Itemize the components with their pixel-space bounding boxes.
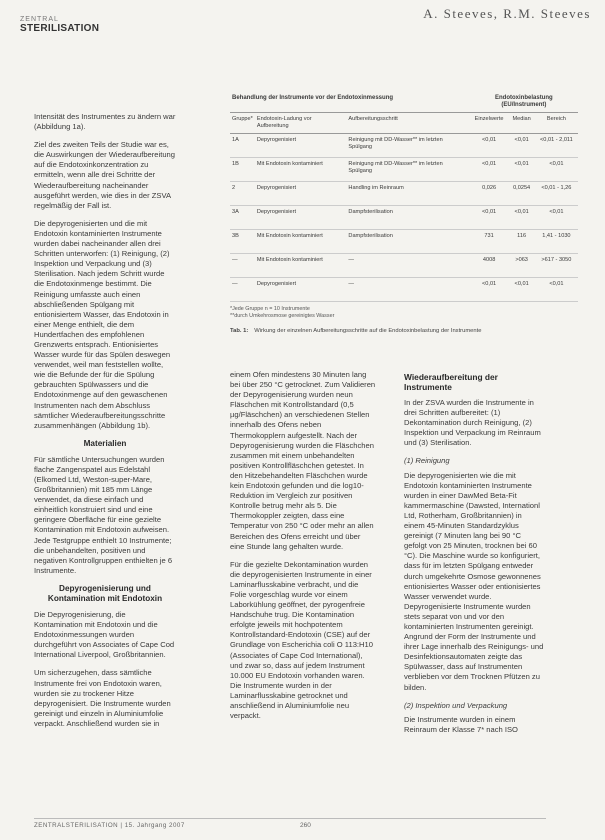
table-notes bbox=[230, 306, 578, 320]
paragraph: Für die gezielte Dekontamination wurden die depyrogenisierten Instrumente in einer Laminarflusskabine verbracht, und die Folie vorgeschlag wurde vor einem Laborkühlung geöffnet, der pyrogenfreie Handschuhe trug. Die Kontamination erfolgte jeweils mit hochpotentem Kontrollstandard-Endotoxin (CSE) auf der Grundlage von Escherichia coli O 113:H10 (Associates of Cape Cod International), und zwar so, dass auf jedem Instrument 10.000 EU Endotoxin vorhanden waren. Die Instrumente wurden in der Laminarflusskabine getrocknet und anschließend in Aluminiumfolie neu verpackt. bbox=[230, 559, 373, 721]
table-cell: >063 bbox=[508, 254, 534, 278]
table-cell: <0,01 - 1,26 bbox=[535, 182, 578, 206]
column-left bbox=[34, 112, 176, 737]
table-caption bbox=[230, 328, 578, 334]
paragraph: Ziel des zweiten Teils der Studie war es, die Auswirkungen der Wiederaufbereitung auf die Endotoxinkonzentration zu ermitteln, wenn alle drei Schritte der Wiederaufbereitung nacheinander ausgeführt werden, wie dies in der ZSVA regelmäßig der Fall ist. bbox=[34, 140, 175, 210]
table-row bbox=[230, 134, 578, 158]
table-column-header: Aufbereitungsschritt bbox=[346, 113, 469, 134]
table-caption-text: Wirkung der einzelnen Aufbereitungsschritte auf die Endotoxinbelastung der Instrumente bbox=[254, 328, 482, 334]
table-note: **durch Umkehrosmose gereinigtes Wasser bbox=[230, 313, 335, 319]
table-column-header: Median bbox=[508, 113, 534, 134]
table-cell: 1,41 - 1030 bbox=[535, 230, 578, 254]
table-row bbox=[230, 158, 578, 182]
paragraph: In der ZSVA wurden die Instrumente in drei Schritten aufbereitet: (1) Dekontamination durch Reinigung, (2) Inspektion und Verpackung im Reinraum und (3) Sterilisation. bbox=[404, 398, 541, 448]
table-cell: 731 bbox=[470, 230, 509, 254]
section-heading-materials: Materialien bbox=[83, 438, 127, 448]
paragraph: Für sämtliche Untersuchungen wurden flache Zangenspatel aus Edelstahl (Elkomed Ltd, Weston-super-Mare, Großbritannien) mit 185 mm Länge verwendet, da diese einfach und einheitlich konstruiert sind und eine geringere Oberfläche für eine gezielte Kontamination mit Endotoxin aufweisen. Jede Testgruppe enthielt 10 Instrumente; die unbehandelten, positiven und negativen Kontrollgruppen enthielten je 6 Instrumente. bbox=[34, 454, 173, 575]
table-cell: 4008 bbox=[470, 254, 509, 278]
table-cell: <0,01 bbox=[508, 278, 534, 302]
table-cell: Depyrogenisiert bbox=[255, 278, 347, 302]
table-column-header: Einzelwerte bbox=[470, 113, 509, 134]
table-column-header: Gruppe* bbox=[230, 113, 255, 134]
paragraph: Die depyrogenisierten und die mit Endotoxin kontaminierten Instrumente wurden dabei nacheinander allen drei Schritten unterworfen: (1) Reinigung, (2) Inspektion und Verpackung und (3) Sterilisation. Nach jedem Schritt wurde die Endotoxinmenge bestimmt. Die Reinigung umfasste auch einen abschließenden Spülgang mit entionisiertem Wasser, das Endotoxin in einer Menge enthielt, die dem Hundertfachen des empfohlenen Grenzwerts entsprach. Entionisiertes Wasser wurde für das Spülen deswegen verwendet, weil man feststellen wollte, wie die Befunde der für die Spülung gebrauchten Spülwassers und die Endotoxinmenge auf den gewaschenen Instrumenten nach dem Abschluss sämtlicher Wiederaufbereitungsschritte zusammenhängen (Abbildung 1b). bbox=[34, 218, 171, 430]
table-cell: — bbox=[346, 254, 469, 278]
table-row bbox=[230, 254, 578, 278]
subheading-reinigung: (1) Reinigung bbox=[404, 456, 450, 466]
subheading-inspektion: (2) Inspektion und Verpackung bbox=[404, 700, 508, 710]
table-cell: 3B bbox=[230, 230, 255, 254]
table-cell: — bbox=[230, 278, 255, 302]
results-table-block bbox=[230, 92, 578, 334]
page-number: 260 bbox=[300, 822, 311, 829]
table-cell: Handling im Reinraum bbox=[346, 182, 469, 206]
table-cell: Reinigung mit DD-Wasser** im letzten Spülgang bbox=[346, 158, 469, 182]
table-row bbox=[230, 206, 578, 230]
table-column-header: Endotoxin-Ladung vor Aufbereitung bbox=[255, 113, 347, 134]
paragraph: Die depyrogenisierten wie die mit Endotoxin kontaminierten Instrumente wurden in einer DawMed Beta-Fit kammermaschine (Dawsted, Internationl Ltd, Rotherham, Großbritannien) in einem 45-Minuten Standardzyklus gereinigt (7 Minuten lang bei 90 °C gefolgt von 25 Minuten, trocknen bei 60 °C). Die Maschine wurde so konfiguriert, dass für im letzten Spülgang entweder durch umgekehrte Osmose gewonnenes entionisiertes Wasser oder entionisiertes Wasser verwendet wurde. Depyrogenisierte Instrumente wurden stets separat von und vor den kontaminierten Instrumenten gereinigt. Angrund der Form der Instrumente und ihrer Lage innerhalb des Reinigungs- und Desinfektionsautomaten zeigte das Spülwasser, dass auf Instrumenten verblieben vor dem Trocknen Pfützen zu bilden. bbox=[404, 470, 544, 692]
table-cell: <0,01 bbox=[470, 278, 509, 302]
footer-journal: ZENTRALSTERILISATION | 15. Jahrgang 2007 bbox=[34, 822, 185, 829]
table-cell: Dampfsterilisation bbox=[346, 206, 469, 230]
table-cell: >617 - 3050 bbox=[535, 254, 578, 278]
table-cell: <0,01 bbox=[508, 134, 534, 158]
table-cell: 1B bbox=[230, 158, 255, 182]
table-caption-label: Tab. 1: bbox=[230, 328, 249, 334]
paragraph: Um sicherzugehen, dass sämtliche Instrumente frei von Endotoxin waren, wurden sie zu trockener Hitze depyrogenisiert. Die Instrumente wurden gereinigt und einzeln in Aluminiumfolie verpackt. Anschließend wurden sie in bbox=[34, 668, 171, 728]
authors-header: A. Steeves, R.M. Steeves bbox=[423, 6, 591, 21]
column-middle bbox=[230, 370, 376, 729]
section-heading-depyrogenisierung: Depyrogenisierung und Kontamination mit Endotoxin bbox=[47, 583, 163, 603]
table-cell: <0,01 bbox=[470, 206, 509, 230]
results-table bbox=[230, 92, 578, 302]
table-cell: <0,01 - 2,011 bbox=[535, 134, 578, 158]
table-cell: 0,026 bbox=[470, 182, 509, 206]
table-row bbox=[230, 230, 578, 254]
paragraph: Die Depyrogenisierung, die Kontamination mit Endotoxin und die Endotoxinmessungen wurden durchgeführt von Associates of Cape Cod International Liverpool, Großbritannien. bbox=[34, 609, 175, 660]
paragraph: Die Instrumente wurden in einem Reinraum der Klasse 7* nach ISO bbox=[404, 714, 518, 734]
table-row bbox=[230, 278, 578, 302]
table-cell: <0,01 bbox=[535, 278, 578, 302]
table-note: *Jede Gruppe n = 10 Instrumente bbox=[230, 306, 310, 312]
table-result-header: Endotoxinbelastung (EU/Instrument) bbox=[470, 92, 578, 113]
table-cell: Mit Endotoxin kontaminiert bbox=[255, 230, 347, 254]
table-cell: Depyrogenisiert bbox=[255, 134, 347, 158]
paragraph: einem Ofen mindestens 30 Minuten lang bei über 250 °C getrocknet. Zum Validieren der Depyrogenisierung wurden neun Fläschchen mit Kontrollstandard (0,5 µg/Fläschchen) an verschiedenen Stellen innerhalb des Ofens neben Thermokopplern aufgestellt. Nach der Depyrogenisierung wurden die Fläschchen zusammen mit einem unbehandelten positiven Kontrollfläschchen getestet. In den Hitzebehandelten Fläschchen wurde kein Endotoxin gefunden und die log10-Reduktion im Vergleich zur positiven Kontrolle betrug mehr als 5. Die Thermokoppler zeigten, dass eine Temperatur von 250 °C oder mehr an allen Bereichen des Ofens erreicht und über eine Stunde lang gehalten wurde. bbox=[230, 370, 376, 551]
table-cell: — bbox=[346, 278, 469, 302]
table-cell: 0,0254 bbox=[508, 182, 534, 206]
table-cell: 2 bbox=[230, 182, 255, 206]
section-heading-wiederaufbereitung: Wiederaufbereitung der Instrumente bbox=[404, 372, 498, 392]
table-cell: <0,01 bbox=[508, 206, 534, 230]
logo-top-text: ZENTRAL bbox=[20, 16, 59, 23]
table-cell: <0,01 bbox=[535, 158, 578, 182]
table-row bbox=[230, 182, 578, 206]
footer-rule bbox=[34, 818, 546, 819]
table-cell: <0,01 bbox=[470, 134, 509, 158]
table-cell: Mit Endotoxin kontaminiert bbox=[255, 158, 347, 182]
table-cell: 116 bbox=[508, 230, 534, 254]
table-cell: 3A bbox=[230, 206, 255, 230]
table-cell: 1A bbox=[230, 134, 255, 158]
table-column-header: Bereich bbox=[535, 113, 578, 134]
column-right bbox=[404, 370, 544, 743]
table-cell: <0,01 bbox=[470, 158, 509, 182]
table-cell: Depyrogenisiert bbox=[255, 206, 347, 230]
table-cell: Reinigung mit DD-Wasser** im letzten Spülgang bbox=[346, 134, 469, 158]
table-cell: <0,01 bbox=[508, 158, 534, 182]
table-cell: Depyrogenisiert bbox=[255, 182, 347, 206]
table-cell: <0,01 bbox=[535, 206, 578, 230]
table-cell: Dampfsterilisation bbox=[346, 230, 469, 254]
table-cell: Mit Endotoxin kontaminiert bbox=[255, 254, 347, 278]
table-group-header: Behandlung der Instrumente vor der Endotoxinmessung bbox=[230, 92, 470, 113]
paragraph: Intensität des Instrumentes zu ändern war (Abbildung 1a). bbox=[34, 112, 176, 132]
table-cell: — bbox=[230, 254, 255, 278]
journal-logo: STERILISATION bbox=[20, 23, 100, 34]
